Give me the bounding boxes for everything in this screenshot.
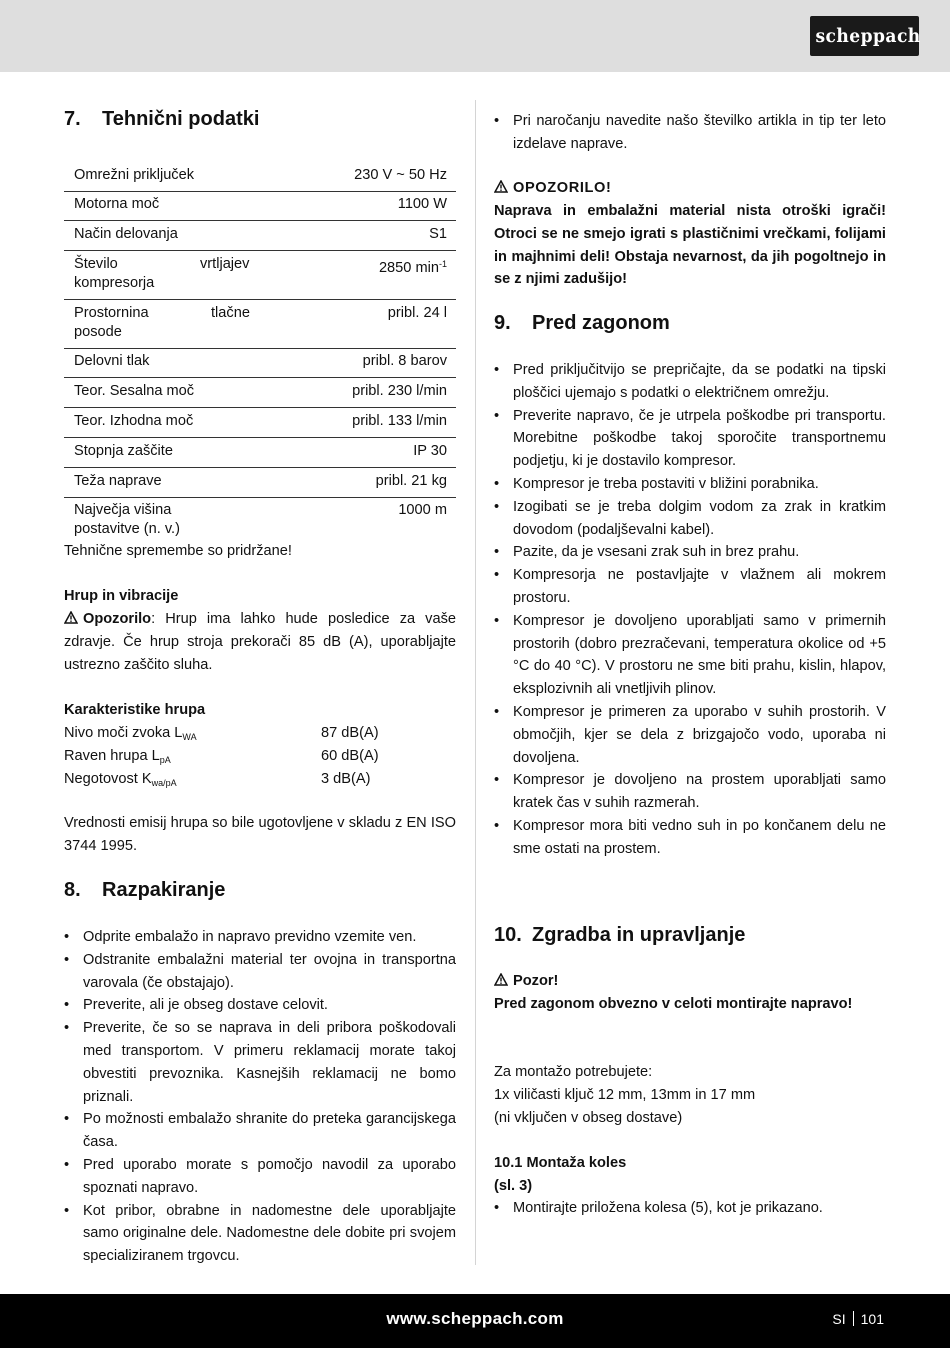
section-number: 8. (64, 879, 81, 901)
list-item: • Pred priključitvijo se prepričajte, da se podatki na tipski ploščici ujemajo s podatki o električnem omrežju. (494, 359, 886, 405)
warning-text: : Hrup ima lahko hude posledice za vaše zdravje. Če hrup stroja prekorači 85 dB (A), uporabljajte ustrezno zaščito sluha. (64, 611, 456, 673)
section-8-heading (64, 879, 225, 902)
tech-data-value (398, 501, 447, 520)
tech-data-value-text: 2850 min (378, 260, 439, 276)
tech-data-value-text: pribl. 230 l/min (352, 383, 447, 399)
noise-sub: WA (182, 732, 197, 742)
tech-data-label: Način delovanja (74, 226, 178, 242)
list-item: • Kompresor je primeren za uporabo v suhih prostorih. V območjih, kjer se dela z brizgajočo vodo, uporaba ni dovoljena. (494, 701, 886, 769)
list-item: • Kompresor je treba postaviti v bližini porabnika. (494, 473, 886, 496)
warning-icon (494, 973, 508, 986)
tech-data-label: Teža naprave (74, 473, 162, 489)
section-title: Pred zagonom (532, 312, 670, 334)
warning-icon (494, 180, 508, 193)
list-item: • Kot pribor, obrabne in nadomestne dele uporabljajte samo originalne dele. Nadomestne dele dobite pri svojem specializiranem trgovcu. (64, 1200, 456, 1268)
tech-data-label: Stopnja zaščite (74, 443, 173, 459)
before-start-list (494, 359, 886, 861)
section-number: 10. (494, 924, 522, 946)
tech-data-value (413, 442, 447, 461)
language-code: SI (832, 1311, 846, 1327)
list-item: • Kompresor mora biti vedno suh in po končanem delu ne sme ostati na prostem. (494, 815, 886, 861)
noise-label: Nivo moči zvoka L (64, 725, 183, 741)
tech-data-value-text: IP 30 (413, 443, 447, 459)
noise-value: 3 dB(A) (321, 771, 371, 787)
wheels-list (494, 1197, 886, 1220)
website-link[interactable]: www.scheppach.com (386, 1309, 564, 1328)
tech-data-value (388, 304, 447, 323)
noise-heading: Hrup in vibracije (64, 588, 179, 604)
tech-data-label-cont: vrtljajev (200, 256, 250, 272)
tech-data-value (352, 382, 447, 401)
tech-data-row (64, 304, 456, 349)
list-item: • Pazite, da je vsesani zrak suh in brez prahu. (494, 541, 886, 564)
list-item: • Kompresor je dovoljeno na prostem uporabljati samo kratek čas v suhih razmerah. (494, 769, 886, 815)
tech-data-value-text: pribl. 21 kg (375, 473, 447, 489)
warning-label: Opozorilo (83, 611, 152, 627)
tech-data-exponent: -1 (438, 259, 447, 269)
list-item: • Pri naročanju navedite našo številko artikla in tip ter leto izdelave naprave. (494, 110, 886, 156)
tech-data-row (64, 412, 456, 438)
scheppach-logo (810, 16, 919, 56)
children-warning-label (494, 177, 611, 200)
tech-data-row (64, 166, 456, 192)
noise-sub: wa/pA (151, 778, 177, 788)
tech-data-value-text: 230 V ~ 50 Hz (354, 167, 447, 183)
tech-data-row (64, 472, 456, 498)
tech-data-value-text: pribl. 24 l (387, 305, 447, 321)
noise-value: 87 dB(A) (321, 725, 379, 741)
section-title: Razpakiranje (102, 879, 226, 901)
tech-data-row (64, 352, 456, 378)
section-10-heading (494, 924, 745, 947)
list-item: • Pred uporabo morate s pomočjo navodil za uporabo spoznati napravo. (64, 1154, 456, 1200)
tech-data-label: Motorna moč (74, 196, 160, 212)
caution-text: Pred zagonom obvezno v celoti montirajte napravo! (494, 996, 853, 1012)
tech-data-value (352, 412, 447, 431)
list-item: • Preverite napravo, če je utrpela poškodbe pri transportu. Morebitne poškodbe takoj sporočite transportnemu podjetju, ki je dostavilo kompresor. (494, 405, 886, 473)
tech-data-row (64, 195, 456, 221)
warning-label: OPOZORILO! (513, 180, 612, 196)
header-bar (0, 0, 950, 72)
tech-data-row (64, 255, 456, 300)
section-title: Tehnični podatki (102, 108, 260, 130)
footer-bar (0, 1294, 950, 1348)
tools-line: 1x viličasti ključ 12 mm, 13mm in 17 mm (494, 1087, 756, 1103)
section-9-heading (494, 312, 670, 335)
tech-data-value-text: pribl. 8 barov (362, 353, 447, 369)
emission-text: Vrednosti emisij hrupa so bile ugotovljene v skladu z EN ISO 3744 1995. (64, 815, 456, 854)
tech-data-value (379, 255, 447, 278)
tech-data-label: Največja višina postavitve (n. v.) (74, 502, 180, 537)
list-item: • Kompresor je dovoljeno uporabljati samo v primernih prostorih (dobro prezračevani, temperatura okolice od +5 °C do 40 °C). V prostoru ne sme biti prahu, kislin, hlapov, eksplozivnih ali vnetljivih plinov. (494, 610, 886, 701)
tech-data-value (376, 472, 447, 491)
noise-warning (64, 608, 456, 676)
tech-data-label: Teor. Izhodna moč (74, 413, 194, 429)
page-indicator (832, 1311, 884, 1327)
tech-data-label: Omrežni priključek (74, 167, 195, 183)
tech-data-value (354, 166, 447, 185)
tech-data-label: Prostornina posode (74, 305, 149, 340)
list-item: • Preverite, ali je obseg dostave celovit. (64, 994, 456, 1017)
tech-data-label: Teor. Sesalna moč (74, 383, 195, 399)
section-title: Zgradba in upravljanje (532, 924, 746, 946)
list-item: • Odprite embalažo in napravo previdno vzemite ven. (64, 926, 456, 949)
subsection-title: 10.1 Montaža koles (494, 1155, 627, 1171)
caution-label (494, 970, 558, 993)
tech-data-value-text: 1100 W (397, 196, 447, 212)
section-7-heading (64, 108, 259, 131)
order-list (494, 110, 886, 156)
list-item: • Po možnosti embalažo shranite do preteka garancijskega časa. (64, 1108, 456, 1154)
logo-text: scheppach (815, 25, 921, 47)
tech-data-value (429, 225, 447, 244)
tools-note: (ni vključen v obseg dostave) (494, 1110, 683, 1126)
noise-label: Raven hrupa L (64, 748, 160, 764)
children-warning-text: Naprava in embalažni material nista otroški igrači! Otroci se ne smejo igrati s plastičnimi vrečkami, folijami in majhnimi deli! Obstaja nevarnost, da jih pogoltnejo in se z njimi zadušijo! (494, 203, 886, 288)
list-item: • Odstranite embalažni material ter ovojna in transportna varovala (če obstajajo). (64, 949, 456, 995)
tools-intro: Za montažo potrebujete: (494, 1064, 653, 1080)
list-item: • Preverite, če so se naprava in deli pribora poškodovali med transportom. V primeru reklamacij morate takoj obvestiti prevoznika. Kasnejših reklamacij ne bomo priznali. (64, 1017, 456, 1108)
tech-data-value-text: S1 (429, 226, 447, 242)
list-item: • Kompresorja ne postavljajte v vlažnem ali mokrem prostoru. (494, 564, 886, 610)
column-divider (475, 100, 476, 1265)
tech-data-value-text: 1000 m (398, 502, 447, 518)
tech-data-value-text: pribl. 133 l/min (352, 413, 447, 429)
noise-characteristics-heading: Karakteristike hrupa (64, 702, 206, 718)
tech-data-label: Delovni tlak (74, 353, 150, 369)
tech-data-label: Število kompresorja (74, 256, 155, 291)
warning-icon (64, 611, 78, 624)
noise-value: 60 dB(A) (321, 748, 379, 764)
page-number: 101 (860, 1311, 884, 1327)
caution-label-text: Pozor! (513, 973, 559, 989)
tech-data-row (64, 225, 456, 251)
separator (853, 1311, 854, 1326)
noise-sub: pA (159, 755, 171, 765)
unpacking-list (64, 926, 456, 1268)
tech-data-row (64, 382, 456, 408)
list-item: • Izogibati se je treba dolgim vodom za zrak in kratkim dovodom (podaljševalni kabel). (494, 496, 886, 542)
section-number: 9. (494, 312, 511, 334)
list-item: • Montirajte priložena kolesa (5), kot je prikazano. (494, 1197, 886, 1220)
tech-data-value (398, 195, 447, 214)
tech-data-row (64, 442, 456, 468)
section-number: 7. (64, 108, 81, 130)
tech-data-value (363, 352, 447, 371)
noise-label: Negotovost K (64, 771, 152, 787)
changes-note: Tehnične spremembe so pridržane! (64, 543, 292, 559)
tech-data-label-cont: tlačne (211, 305, 250, 321)
figure-reference: (sl. 3) (494, 1178, 533, 1194)
